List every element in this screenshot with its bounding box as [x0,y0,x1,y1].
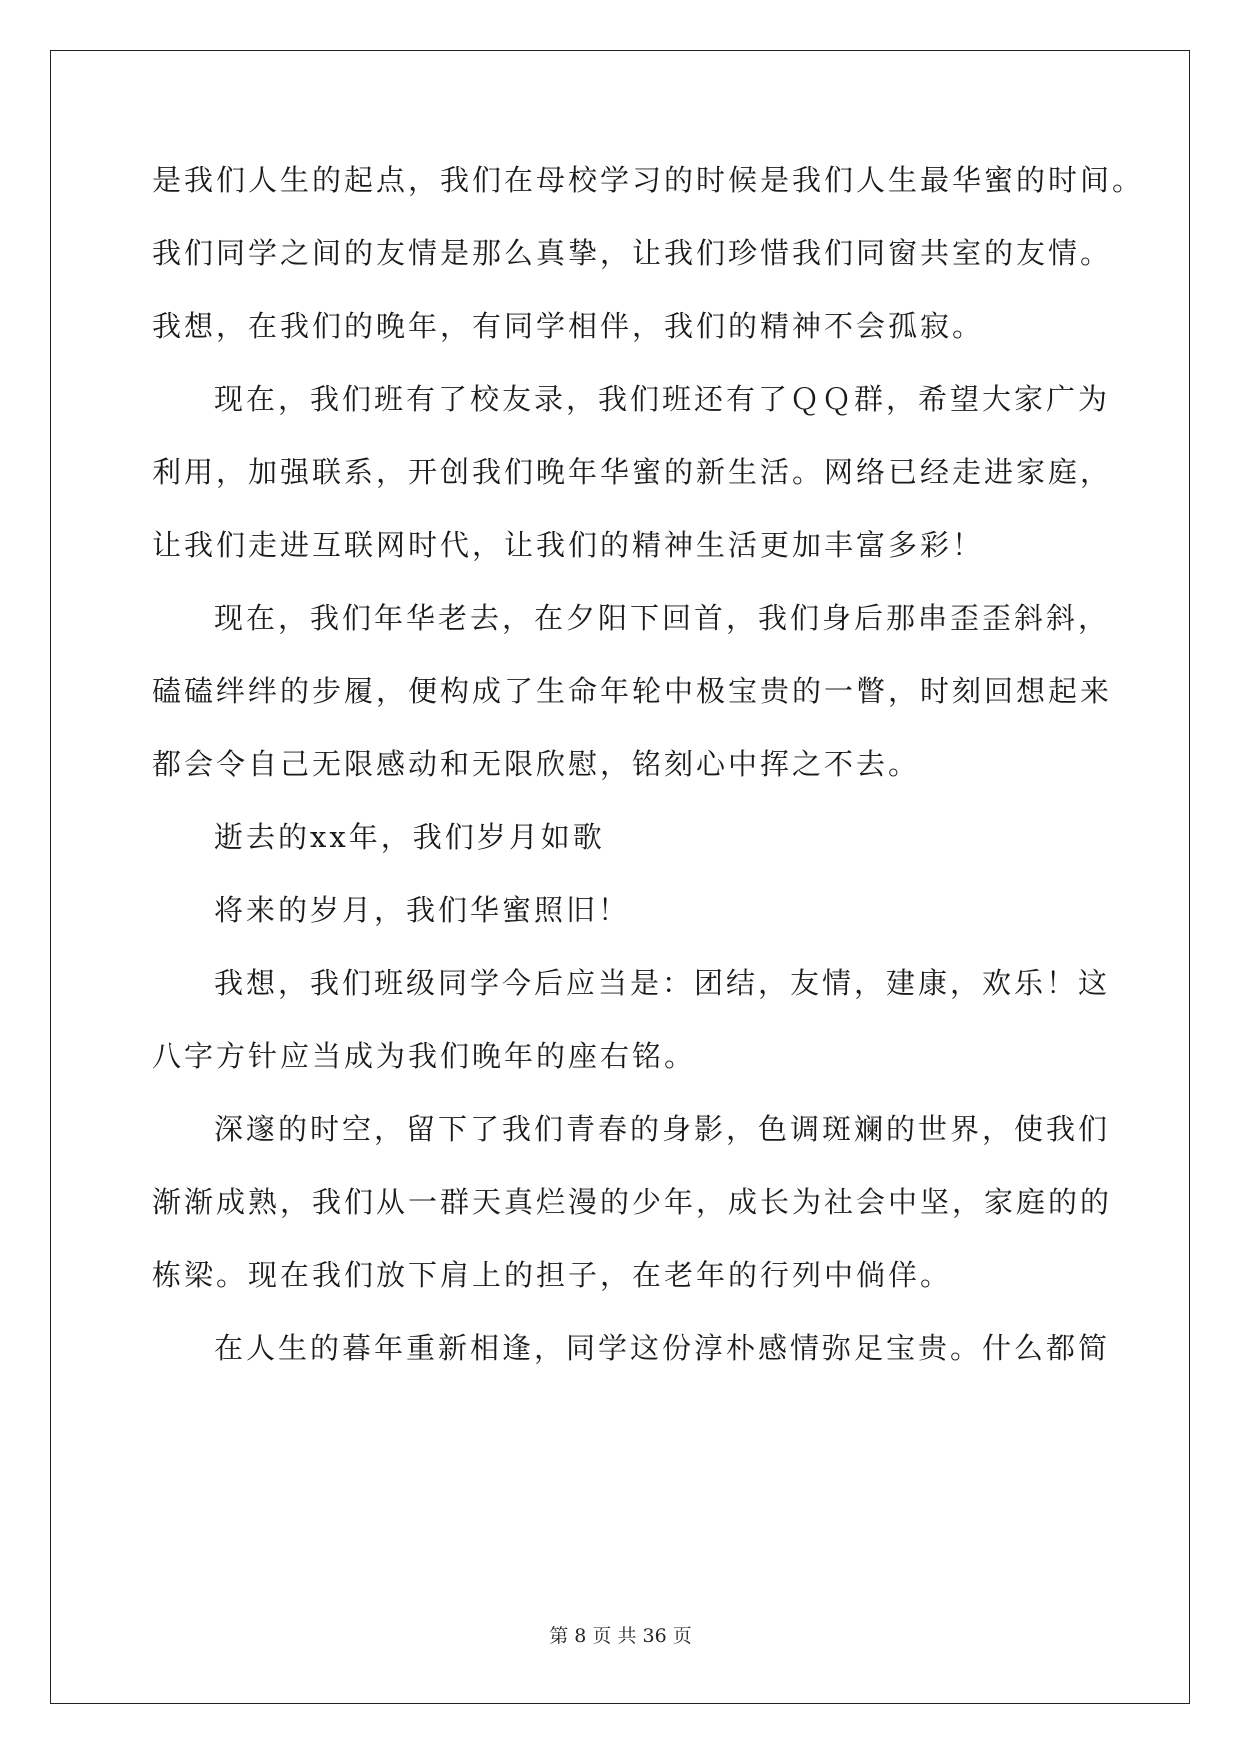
text-line: 让我们走进互联网时代，让我们的精神生活更加丰富多彩！ [152,528,985,562]
paragraph-start-line: 在人生的暮年重新相逢，同学这份淳朴感情弥足宝贵。什么都简 [214,1331,1111,1365]
paragraph-start-line: 现在，我们班有了校友录，我们班还有了ＱＱ群，希望大家广为 [214,382,1111,416]
text-line: 都会令自己无限感动和无限欣慰，铭刻心中挥之不去。 [152,747,921,781]
text-line: 八字方针应当成为我们晚年的座右铭。 [152,1039,697,1073]
text-line: 是我们人生的起点，我们在母校学习的时候是我们人生最华蜜的时间。 [152,163,1145,197]
page-border [50,50,1190,1704]
text-line: 栋梁。现在我们放下肩上的担子，在老年的行列中倘佯。 [152,1258,953,1292]
text-line: 利用，加强联系，开创我们晚年华蜜的新生活。网络已经走进家庭， [152,455,1113,489]
text-line: 我想，在我们的晚年，有同学相伴，我们的精神不会孤寂。 [152,309,985,343]
paragraph-start-line: 将来的岁月，我们华蜜照旧！ [214,893,631,927]
paragraph-start-line: 逝去的xx年，我们岁月如歌 [214,820,605,854]
paragraph-start-line: 我想，我们班级同学今后应当是：团结，友情，建康，欢乐！这 [214,966,1111,1000]
page-number-footer: 第 8 页 共 36 页 [549,1625,692,1647]
paragraph-start-line: 深邃的时空，留下了我们青春的身影，色调斑斓的世界，使我们 [214,1112,1111,1146]
text-line: 渐渐成熟，我们从一群天真烂漫的少年，成长为社会中坚，家庭的的 [152,1185,1113,1219]
paragraph-start-line: 现在，我们年华老去，在夕阳下回首，我们身后那串歪歪斜斜， [214,601,1111,635]
text-line: 磕磕绊绊的步履，便构成了生命年轮中极宝贵的一瞥，时刻回想起来 [152,674,1113,708]
text-line: 我们同学之间的友情是那么真挚，让我们珍惜我们同窗共室的友情。 [152,236,1113,270]
